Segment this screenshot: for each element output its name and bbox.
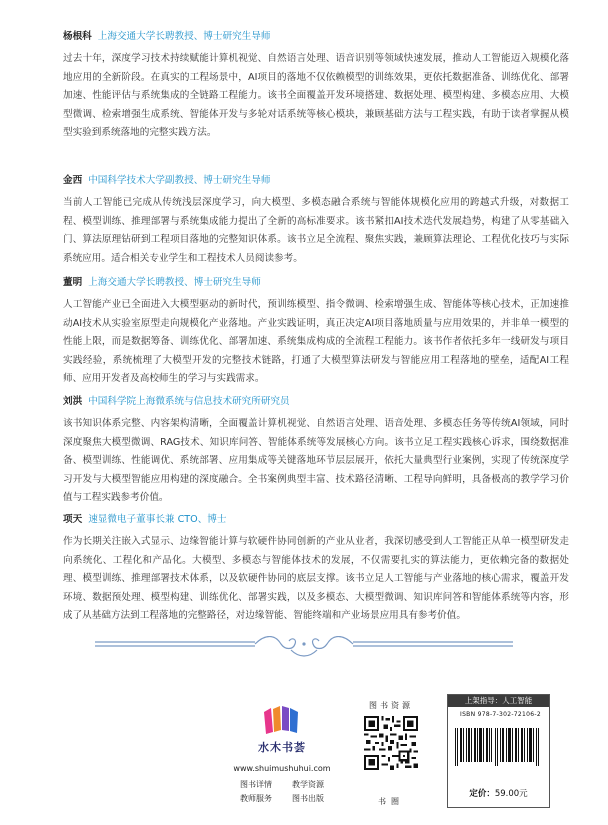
publisher-logo-name: 水木书荟 <box>258 741 306 754</box>
reviewer-name: 项天 <box>63 514 83 525</box>
reviewer-name: 刘洪 <box>63 396 83 407</box>
reviewer-title: 中国科学院上海微系统与信息技术研究所研究员 <box>88 396 290 407</box>
review-text: 过去十年，深度学习技术持续赋能计算机视觉、自然语言处理、语音识别等领域快速发展，推动人工智能迈入规模化落地应用的全新阶段。在真实的工程场景中，AI项目的落地不仅依赖模型的训练效果，更依托数据准备、训练优化、部署加速、性能评估与系统集成的全链路工程能力。该书全面覆盖开发环境搭建、数据处理、模型构建、多模态应用、大模型微调、检索增强生成系统、智能体开发与多轮对话系统等核心模块，兼顾基础方法与工程实践，有助于读者掌握从模型实验到系统落地的完整实践方法。 <box>63 53 569 139</box>
price-row <box>448 787 549 799</box>
publisher-logo-icon <box>262 705 302 735</box>
link-teaching-resources[interactable]: 教学资源 <box>292 780 324 789</box>
review-text: 人工智能产业已全面进入大模型驱动的新时代，预训练模型、指令微调、检索增强生成、智能体等核心技术，正加速推动AI技术从实验室原型走向规模化产业落地。产业实践证明，真正决定AI项目落地质量与应用效果的，并非单一模型的性能上限，而是数据筹备、训练优化、部署加速、系统集成构成的全流程工程能力。该书作者依托多年一线研发与项目实践经验，系统梳理了大模型开发的完整技术链路，打通了大模型算法研发与智能应用工程落地的壁垒，适配AI工程师、应用开发者及高校师生的学习与实践需求。 <box>63 299 569 385</box>
price-value: 59.00元 <box>494 789 528 799</box>
category-label: 上架指导：人工智能 <box>448 695 549 707</box>
barcode-bars <box>455 728 541 772</box>
publisher-website[interactable]: www.shuimushuhui.com <box>233 764 331 773</box>
reviewer-name: 杨根科 <box>63 31 92 42</box>
review-text: 作为长期关注嵌入式显示、边缘智能计算与软硬件协同创新的产业从业者，我深切感受到人工智能正从单一模型研发走向系统化、工程化和产品化。大模型、多模态与智能体技术的发展，不仅需要扎实的算法能力，更依赖完备的数据处理、模型训练、推理部署技术体系，以及软硬件协同的底层支撑。该书立足人工智能与产业落地的核心需求，覆盖开发环境、数据预处理、模型构建、训练优化、部署实践，以及多模态、大模型微调、知识库问答和智能体系统等内容，形成了从基础方法到工程落地的完整路径，对边缘智能、智能终端和产业场景应用具有参考价值。 <box>63 536 569 622</box>
review-text: 当前人工智能已完成从传统浅层深度学习，向大模型、多模态融合系统与智能体规模化应用的跨越式升级，对数据工程、模型训练、推理部署与系统集成能力提出了全新的高标准要求。该书紧扣AI技术迭代发展趋势，构建了从零基础入门、算法原理钻研到工程项目落地的完整知识体系。该书立足全流程、聚焦实践，兼顾算法理论、工程优化技巧与实际系统应用。适合相关专业学生和工程技术人员阅读参考。 <box>63 197 569 264</box>
wave-ornament <box>95 636 513 662</box>
qr-label: 图书资源 <box>369 701 413 710</box>
reviewer-title: 中国科学技术大学副教授、博士研究生导师 <box>88 175 271 186</box>
isbn-text: ISBN 978-7-302-72106-2 <box>460 711 541 718</box>
price-label: 定价： <box>469 789 495 799</box>
reviewer-title: 速显微电子董事长兼 CTO、博士 <box>88 514 227 525</box>
qr-code[interactable] <box>364 716 418 770</box>
reviewer-block <box>63 395 569 508</box>
reviewer-block <box>63 276 569 389</box>
link-book-details[interactable]: 图书详情 <box>240 780 272 789</box>
qr-caption: 书圈 <box>378 797 404 806</box>
publisher-links <box>232 778 332 806</box>
reviewer-block <box>63 513 569 626</box>
reviewer-title: 上海交通大学长聘教授、博士研究生导师 <box>97 31 271 42</box>
reviewer-block <box>63 30 569 143</box>
reviewer-block <box>63 174 569 268</box>
barcode-box <box>447 694 550 808</box>
reviewer-title: 上海交通大学长聘教授、博士研究生导师 <box>88 277 261 288</box>
reviewer-name: 董明 <box>63 277 83 288</box>
link-teacher-service[interactable]: 教师服务 <box>240 794 272 803</box>
review-text: 该书知识体系完整、内容架构清晰，全面覆盖计算机视觉、自然语言处理、语音处理、多模态任务等传统AI领域，同时深度聚焦大模型微调、RAG技术、知识库问答、智能体系统等发展核心方向。该书立足工程实践核心诉求，围绕数据准备、模型训练、性能调优、系统部署、应用集成等关键落地环节层层展开，依托大量典型行业案例，实现了传统深度学习开发与大模型智能应用构建的深度融合。全书案例典型丰富、技术路径清晰、工程导向鲜明，具备极高的教学学习价值与工程实践参考价值。 <box>63 418 569 504</box>
reviewer-name: 金西 <box>63 175 83 186</box>
link-book-publishing[interactable]: 图书出版 <box>292 794 324 803</box>
